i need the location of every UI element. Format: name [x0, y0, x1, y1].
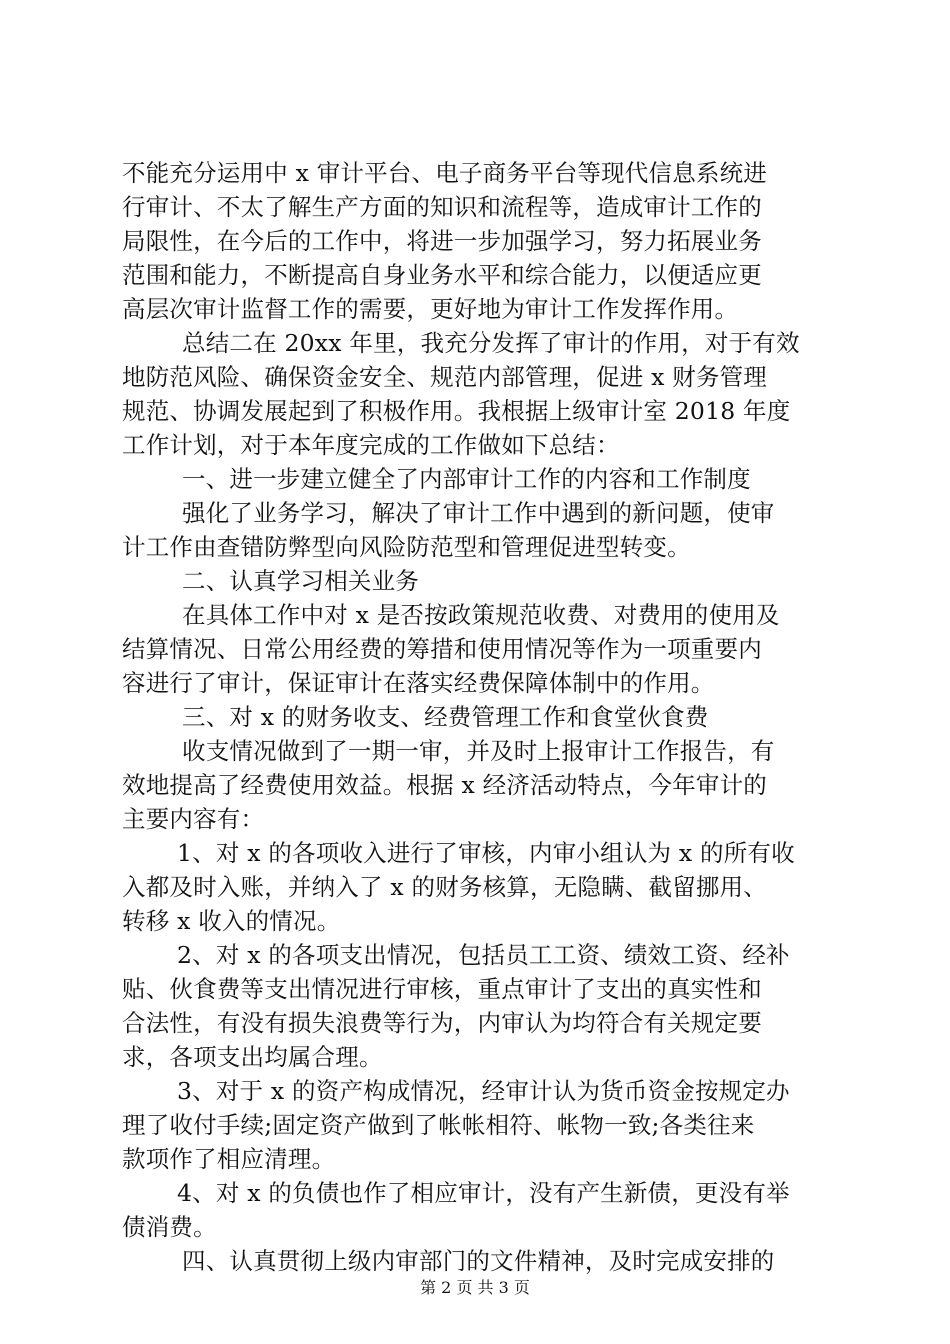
text-line: 入都及时入账，并纳入了 x 的财务核算，无隐瞒、截留挪用、 [122, 873, 767, 901]
text-line: 容进行了审计，保证审计在落实经费保障体制中的作用。 [122, 669, 715, 697]
text-line: 工作计划，对于本年度完成的工作做如下总结： [122, 431, 620, 459]
text-line: 结算情况、日常公用经费的筹措和使用情况等作为一项重要内 [122, 635, 762, 663]
text-line: 理了收付手续;固定资产做到了帐帐相符、帐物一致;各类往来 [122, 1111, 755, 1139]
section-heading: 二、认真学习相关业务 [182, 567, 419, 595]
page-number: 第 2 页 共 3 页 [420, 1278, 530, 1297]
text-line: 高层次审计监督工作的需要，更好地为审计工作发挥作用。 [122, 295, 739, 323]
text-line: 局限性，在今后的工作中，将进一步加强学习，努力拓展业务 [122, 227, 762, 255]
text-line: 合法性，有没有损失浪费等行为，内审认为均符合有关规定要 [122, 1009, 762, 1037]
section-heading: 三、对 x 的财务收支、经费管理工作和食堂伙食费 [182, 703, 709, 731]
list-item: 1、对 x 的各项收入进行了审核，内审小组认为 x 的所有收 [177, 839, 795, 867]
text-line: 计工作由查错防弊型向风险防范型和管理促进型转变。 [122, 533, 691, 561]
text-line: 强化了业务学习，解决了审计工作中遇到的新问题，使审 [182, 499, 775, 527]
list-item: 2、对 x 的各项支出情况，包括员工工资、绩效工资、经补 [177, 941, 790, 969]
list-item: 3、对于 x 的资产构成情况，经审计认为货币资金按规定办 [177, 1077, 790, 1105]
list-item: 4、对 x 的负债也作了相应审计，没有产生新债，更没有举 [177, 1179, 790, 1207]
text-line: 规范、协调发展起到了积极作用。我根据上级审计室 2018 年度 [122, 397, 791, 425]
text-line: 地防范风险、确保资金安全、规范内部管理，促进 x 财务管理 [122, 363, 767, 391]
text-line: 债消费。 [122, 1213, 217, 1241]
text-line: 效地提高了经费使用效益。根据 x 经济活动特点，今年审计的 [122, 771, 767, 799]
section-heading: 一、进一步建立健全了内部审计工作的内容和工作制度 [182, 465, 751, 493]
text-line: 主要内容有： [122, 805, 265, 833]
section-heading: 四、认真贯彻上级内审部门的文件精神，及时完成安排的 [182, 1247, 775, 1275]
text-line: 贴、伙食费等支出情况进行审核，重点审计了支出的真实性和 [122, 975, 762, 1003]
text-line: 不能充分运用中 x 审计平台、电子商务平台等现代信息系统进 [122, 159, 767, 187]
text-line: 行审计、不太了解生产方面的知识和流程等，造成审计工作的 [122, 193, 762, 221]
text-line: 求，各项支出均属合理。 [122, 1043, 383, 1071]
text-line: 收支情况做到了一期一审，并及时上报审计工作报告，有 [182, 737, 775, 765]
text-line: 范围和能力，不断提高自身业务水平和综合能力，以便适应更 [122, 261, 762, 289]
page-footer [0, 1277, 950, 1299]
text-line: 总结二在 20xx 年里，我充分发挥了审计的作用，对于有效 [182, 329, 800, 357]
text-line: 款项作了相应清理。 [122, 1145, 336, 1173]
text-line: 在具体工作中对 x 是否按政策规范收费、对费用的使用及 [182, 601, 780, 629]
text-line: 转移 x 收入的情况。 [122, 907, 341, 935]
